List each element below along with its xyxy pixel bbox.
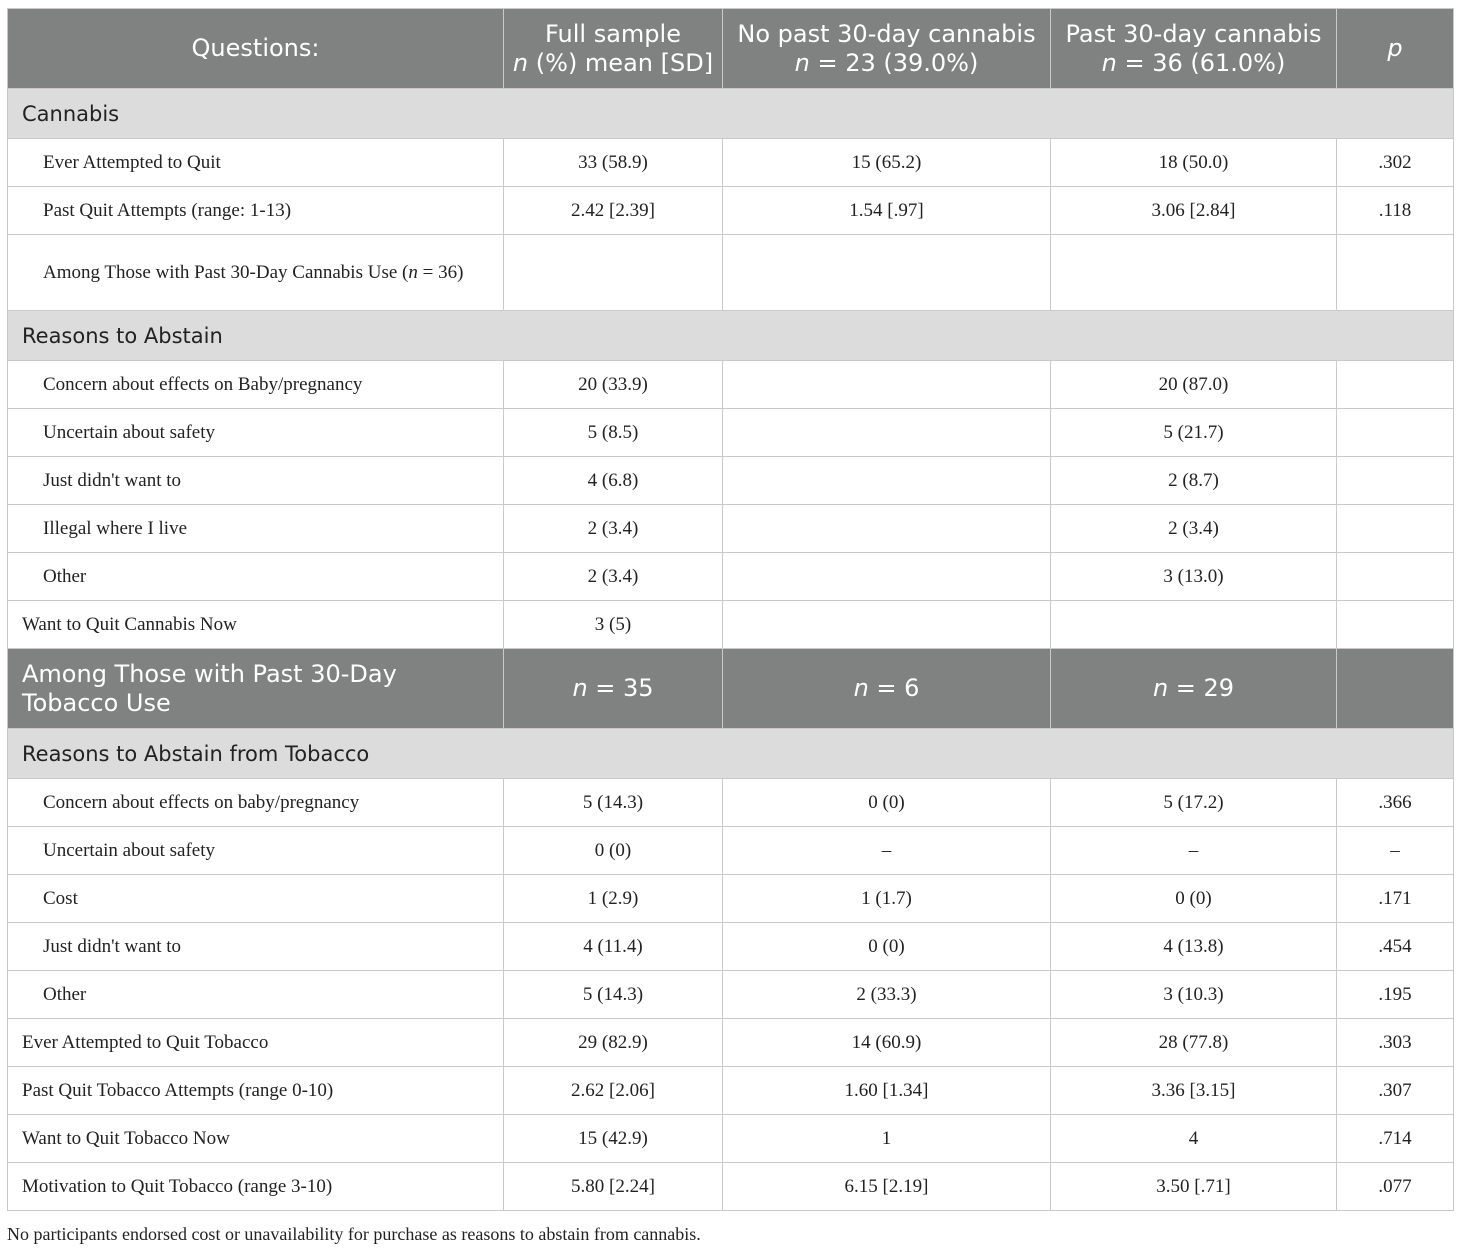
table-row: Uncertain about safety 0 (0) – – – <box>8 827 1454 875</box>
table-row: Want to Quit Cannabis Now 3 (5) <box>8 601 1454 649</box>
table-row: Uncertain about safety 5 (8.5) 5 (21.7) <box>8 409 1454 457</box>
table-row: Ever Attempted to Quit 33 (58.9) 15 (65.2) 18 (50.0) .302 <box>8 139 1454 187</box>
table-row: Motivation to Quit Tobacco (range 3-10) 5.80 [2.24] 6.15 [2.19] 3.50 [.71] .077 <box>8 1163 1454 1211</box>
table-row: Concern about effects on Baby/pregnancy 20 (33.9) 20 (87.0) <box>8 361 1454 409</box>
table-row: Past Quit Tobacco Attempts (range 0-10) 2.62 [2.06] 1.60 [1.34] 3.36 [3.15] .307 <box>8 1067 1454 1115</box>
table-row: Other 5 (14.3) 2 (33.3) 3 (10.3) .195 <box>8 971 1454 1019</box>
results-table <box>7 8 1454 1211</box>
header-full-sample: Full sample n (%) mean [SD] <box>504 9 723 89</box>
table-row: Just didn't want to 4 (11.4) 0 (0) 4 (13.8) .454 <box>8 923 1454 971</box>
table-row: Illegal where I live 2 (3.4) 2 (3.4) <box>8 505 1454 553</box>
section-cannabis: Cannabis <box>8 89 1454 139</box>
table-row: Want to Quit Tobacco Now 15 (42.9) 1 4 .714 <box>8 1115 1454 1163</box>
table-row: Ever Attempted to Quit Tobacco 29 (82.9) 14 (60.9) 28 (77.8) .303 <box>8 1019 1454 1067</box>
header-p-value: p <box>1337 9 1454 89</box>
table-footnote: No participants endorsed cost or unavailability for purchase as reasons to abstain from cannabis. <box>7 1224 701 1244</box>
tobacco-subheader-row: Among Those with Past 30-Day Tobacco Use n = 35 n = 6 n = 29 <box>8 649 1454 729</box>
header-no-past-30-day: No past 30-day cannabis n = 23 (39.0%) <box>723 9 1051 89</box>
header-past-30-day: Past 30-day cannabis n = 36 (61.0%) <box>1051 9 1337 89</box>
section-reasons-tobacco: Reasons to Abstain from Tobacco <box>8 729 1454 779</box>
table-row: Past Quit Attempts (range: 1-13) 2.42 [2.39] 1.54 [.97] 3.06 [2.84] .118 <box>8 187 1454 235</box>
table-header-row <box>8 9 1454 89</box>
header-questions: Questions: <box>8 9 504 89</box>
table-row: Just didn't want to 4 (6.8) 2 (8.7) <box>8 457 1454 505</box>
table-row: Cost 1 (2.9) 1 (1.7) 0 (0) .171 <box>8 875 1454 923</box>
table-row: Concern about effects on baby/pregnancy 5 (14.3) 0 (0) 5 (17.2) .366 <box>8 779 1454 827</box>
table-row-among-cannabis: Among Those with Past 30-Day Cannabis Use (n = 36) <box>8 235 1454 311</box>
section-reasons-abstain: Reasons to Abstain <box>8 311 1454 361</box>
table-row: Other 2 (3.4) 3 (13.0) <box>8 553 1454 601</box>
